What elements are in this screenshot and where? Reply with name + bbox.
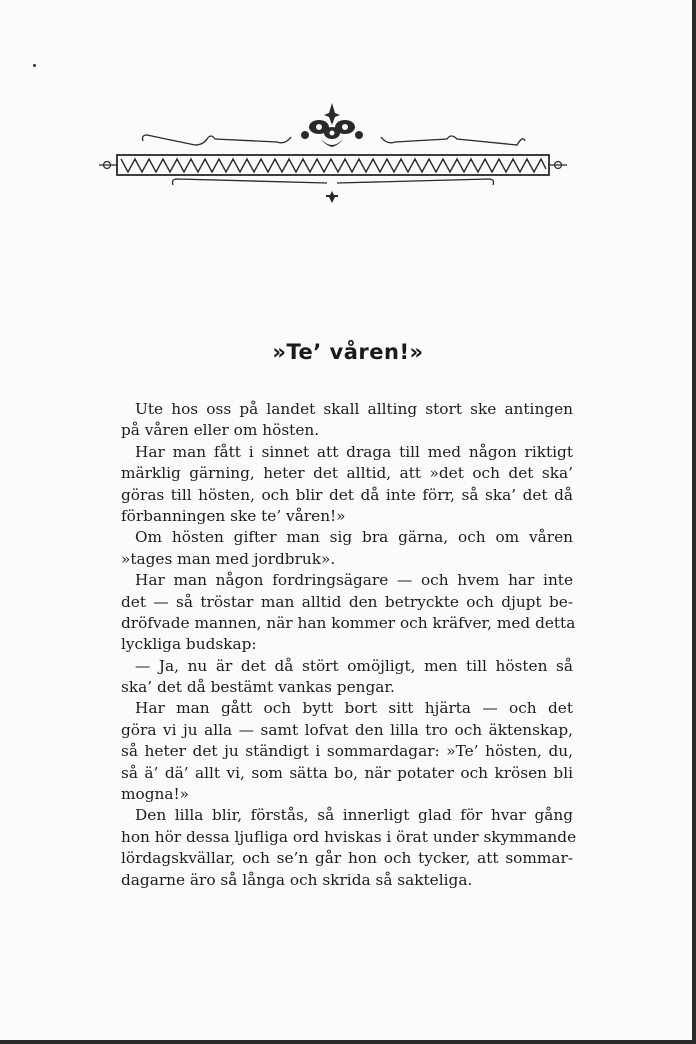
- text-line: göras till hösten, och blir det då inte förr, så ska’ det då: [121, 485, 573, 504]
- text-line: det — så tröstar man alltid den betryckte och djupt be-: [121, 592, 573, 611]
- text-line: — Ja, nu är det då stört omöjligt, men till hösten så: [135, 656, 573, 675]
- text-line: förbanningen ske te’ våren!»: [121, 506, 346, 525]
- text-line: märklig gärning, heter det alltid, att »det och det ska’: [121, 464, 573, 483]
- text-line: så ä’ dä’ allt vi, som sätta bo, när potater och krösen bli: [121, 763, 573, 782]
- text-line: Har man fått i sinnet att draga till med någon riktigt: [135, 442, 573, 461]
- body-text: [121, 399, 577, 891]
- text-line: dröfvade mannen, när han kommer och kräfver, med detta: [121, 613, 576, 632]
- text-line: lördagskvällar, och se’n går hon och tycker, att sommar-: [121, 849, 573, 868]
- decorative-ornament-header: [95, 95, 570, 205]
- text-line: hon hör dessa ljufliga ord hviskas i örat under skymmande: [121, 827, 577, 846]
- page-edge-bottom: [0, 1040, 696, 1044]
- text-line: på våren eller om hösten.: [121, 421, 320, 440]
- text-line: Den lilla blir, förstås, så innerligt glad för hvar gång: [135, 806, 573, 825]
- text-line: mogna!»: [121, 785, 189, 804]
- page-edge-right: [692, 0, 696, 1044]
- text-line: Har man gått och bytt bort sitt hjärta — och det: [135, 699, 573, 718]
- text-line: göra vi ju alla — samt lofvat den lilla tro och äktenskap,: [121, 720, 573, 739]
- chapter-title: »Te’ våren!»: [272, 340, 424, 364]
- text-line: Har man någon fordringsägare — och hvem har inte: [135, 571, 573, 590]
- text-line: lyckliga budskap:: [121, 635, 257, 654]
- text-line: »tages man med jordbruk».: [121, 549, 336, 568]
- text-line: Om hösten gifter man sig bra gärna, och om våren: [135, 528, 573, 547]
- text-line: så heter det ju ständigt i sommardagar: »Te’ hösten, du,: [121, 742, 573, 761]
- text-line: ska’ det då bestämt vankas pengar.: [121, 678, 395, 697]
- ink-speck: [33, 64, 36, 67]
- text-line: Ute hos oss på landet skall allting stort ske antingen: [135, 400, 573, 418]
- text-line: dagarne äro så långa och skrida så sakteliga.: [121, 870, 473, 889]
